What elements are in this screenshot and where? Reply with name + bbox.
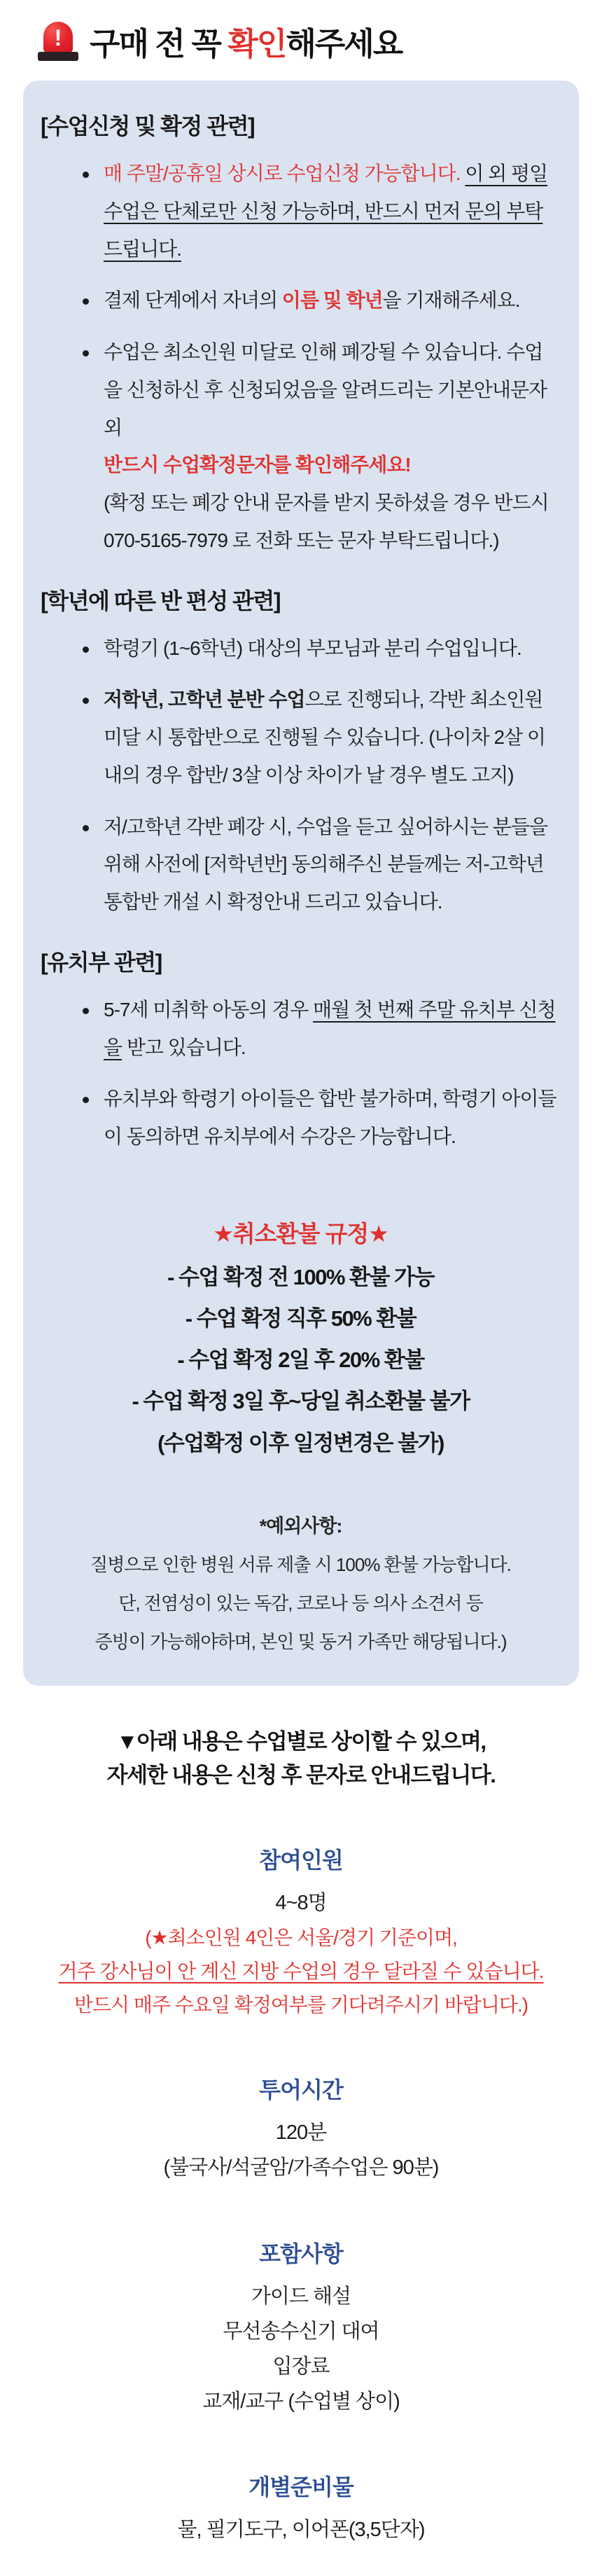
text-segment: 저학년, 고학년 분반 수업: [104, 688, 305, 711]
text-segment: 을 기재해주세요.: [382, 289, 520, 312]
notice-box: [23, 81, 579, 1686]
refund-line: - 수업 확정 3일 후~당일 취소환불 불가: [132, 1389, 470, 1414]
info-line: 120분: [275, 2121, 327, 2145]
siren-icon: [38, 22, 78, 61]
refund-policy: [41, 1216, 561, 1654]
refund-exception: [41, 1511, 561, 1654]
info-line: (불국사/석굴암/가족수업은 90분): [163, 2156, 439, 2179]
siren-base: [38, 52, 78, 61]
refund-heading: ★취소환불 규정★: [213, 1220, 388, 1247]
exception-line: 질병으로 인한 병원 서류 제출 시 100% 환불 가능합니다.: [90, 1553, 511, 1575]
bullet-list: [41, 630, 561, 921]
text-segment: 결제 단계에서 자녀의: [104, 289, 282, 312]
info-groups: [0, 1843, 602, 2548]
page-title: [90, 18, 402, 64]
info-group-duration: [0, 2072, 602, 2186]
text-segment: 매 주말/공휴일 상시로 수업신청 가능합니다.: [104, 162, 461, 184]
refund-line: - 수업 확정 직후 50% 환불: [185, 1306, 416, 1331]
siren-exclamation: !: [54, 25, 62, 50]
text-segment: 저/고학년 각반 폐강 시, 수업을 듣고 싶어하시는 분들을 위해 사전에 [저학년반] 동의해주신 분들께는 저-고학년 통합반 개설 시 확정안내 드리고 있습니다.: [104, 815, 548, 913]
refund-line: - 수업 확정 전 100% 환불 가능: [167, 1264, 434, 1289]
bullet-item: [80, 1080, 561, 1156]
info-line: 가이드 해설: [251, 2285, 351, 2308]
text-segment: 5-7세 미취학 아동의 경우: [104, 998, 314, 1020]
info-group-participants: [0, 1843, 602, 2022]
text-segment: 수업은 최소인원 미달로 인해 폐강될 수 있습니다. 수업을 신청하신 후 신청되었음을 알려드리는 기본안내문자 외: [104, 341, 547, 438]
page-title-highlight: 확인: [227, 26, 286, 62]
info-heading: 투어시간: [259, 2077, 343, 2103]
section-heading: [유치부 관련]: [41, 949, 162, 975]
notice-section-2: [41, 945, 561, 1156]
info-line: (★최소인원 4인은 서울/경기 기준이며,: [145, 1926, 457, 1948]
footer-note: 자세한 내용은 신청 후 문자로 안내드립니다.: [106, 1762, 496, 1787]
refund-line: (수업확정 이후 일정변경은 불가): [158, 1430, 444, 1455]
footer-note: ▼아래 내용은 수업별로 상이할 수 있으며,: [116, 1729, 486, 1754]
info-line: 입장료: [272, 2355, 330, 2378]
bullet-item: [80, 282, 561, 319]
footer-notes: [0, 1725, 602, 1792]
info-heading: 개별준비물: [248, 2474, 354, 2500]
notice-section-0: [41, 109, 561, 560]
bottom-spacer: [0, 2548, 602, 2576]
text-segment: 이름 및 학년: [281, 289, 383, 312]
text-segment: 받고 있습니다.: [122, 1036, 246, 1058]
refund-line: - 수업 확정 2일 후 20% 환불: [177, 1348, 424, 1373]
text-segment: 으로 진행되나, 각반 최소인원 미달 시 통합반으로 진행될 수 있습니다. (나이차 2살 이내의 경우 합반/ 3살 이상 차이가 날 경우 별도 고지): [104, 688, 545, 786]
section-heading: [수업신청 및 확정 관련]: [41, 113, 255, 139]
exception-heading: *예외사항:: [259, 1515, 342, 1537]
info-line: 거주 강사님이 안 계신 지방 수업의 경우 달라질 수 있습니다.: [58, 1960, 544, 1982]
info-line: 물, 필기도구, 이어폰(3,5단자): [177, 2519, 425, 2542]
text-segment: 반드시 수업확정문자를 확인해주세요!: [104, 454, 411, 476]
bullet-list: [41, 155, 561, 560]
section-heading: [학년에 따른 반 편성 관련]: [41, 588, 280, 614]
notice-section-1: [41, 583, 561, 921]
page-title-prefix: 구매 전 꼭: [90, 26, 228, 62]
page-title-suffix: 해주세요: [286, 26, 402, 62]
info-group-included: [0, 2236, 602, 2420]
bullet-item: [80, 681, 561, 794]
text-segment: (확정 또는 폐강 안내 문자를 받지 못하셨을 경우 반드시 070-5165-7979 로 전화 또는 문자 부탁드립니다.): [104, 492, 549, 551]
text-segment: 유치부와 학령기 아이들은 합반 불가하며, 학령기 아이들이 동의하면 유치부에서 수강은 가능합니다.: [104, 1088, 556, 1147]
text-segment: 매월 첫 번째 주말 유치부 신청을: [104, 998, 556, 1058]
info-line: 4~8명: [275, 1891, 327, 1914]
info-heading: 포함사항: [259, 2241, 343, 2266]
bullet-item: [80, 630, 561, 667]
bullet-item: [80, 808, 561, 921]
bullet-item: [80, 991, 561, 1067]
text-segment: 학령기 (1~6학년) 대상의 부모님과 분리 수업입니다.: [104, 637, 522, 659]
info-line: 반드시 매주 수요일 확정여부를 기다려주시기 바랍니다.): [74, 1993, 528, 2016]
exception-line: 증빙이 가능해야하며, 본인 및 동거 가족만 해당됩니다.): [94, 1630, 507, 1652]
bullet-item: [80, 155, 561, 268]
bullet-item: [80, 333, 561, 560]
info-group-bring: [0, 2470, 602, 2548]
info-line: 교재/교구 (수업별 상이): [202, 2390, 400, 2413]
text-segment: 이 외 평일 수업은 단체로만 신청 가능하며, 반드시 먼저 문의 부탁드립니다.: [104, 162, 548, 260]
page-header: [0, 0, 602, 64]
bullet-list: [41, 991, 561, 1156]
exception-line: 단, 전염성이 있는 독감, 코로나 등 의사 소견서 등: [118, 1592, 483, 1614]
info-heading: 참여인원: [259, 1847, 343, 1873]
info-line: 무선송수신기 대여: [223, 2320, 379, 2343]
